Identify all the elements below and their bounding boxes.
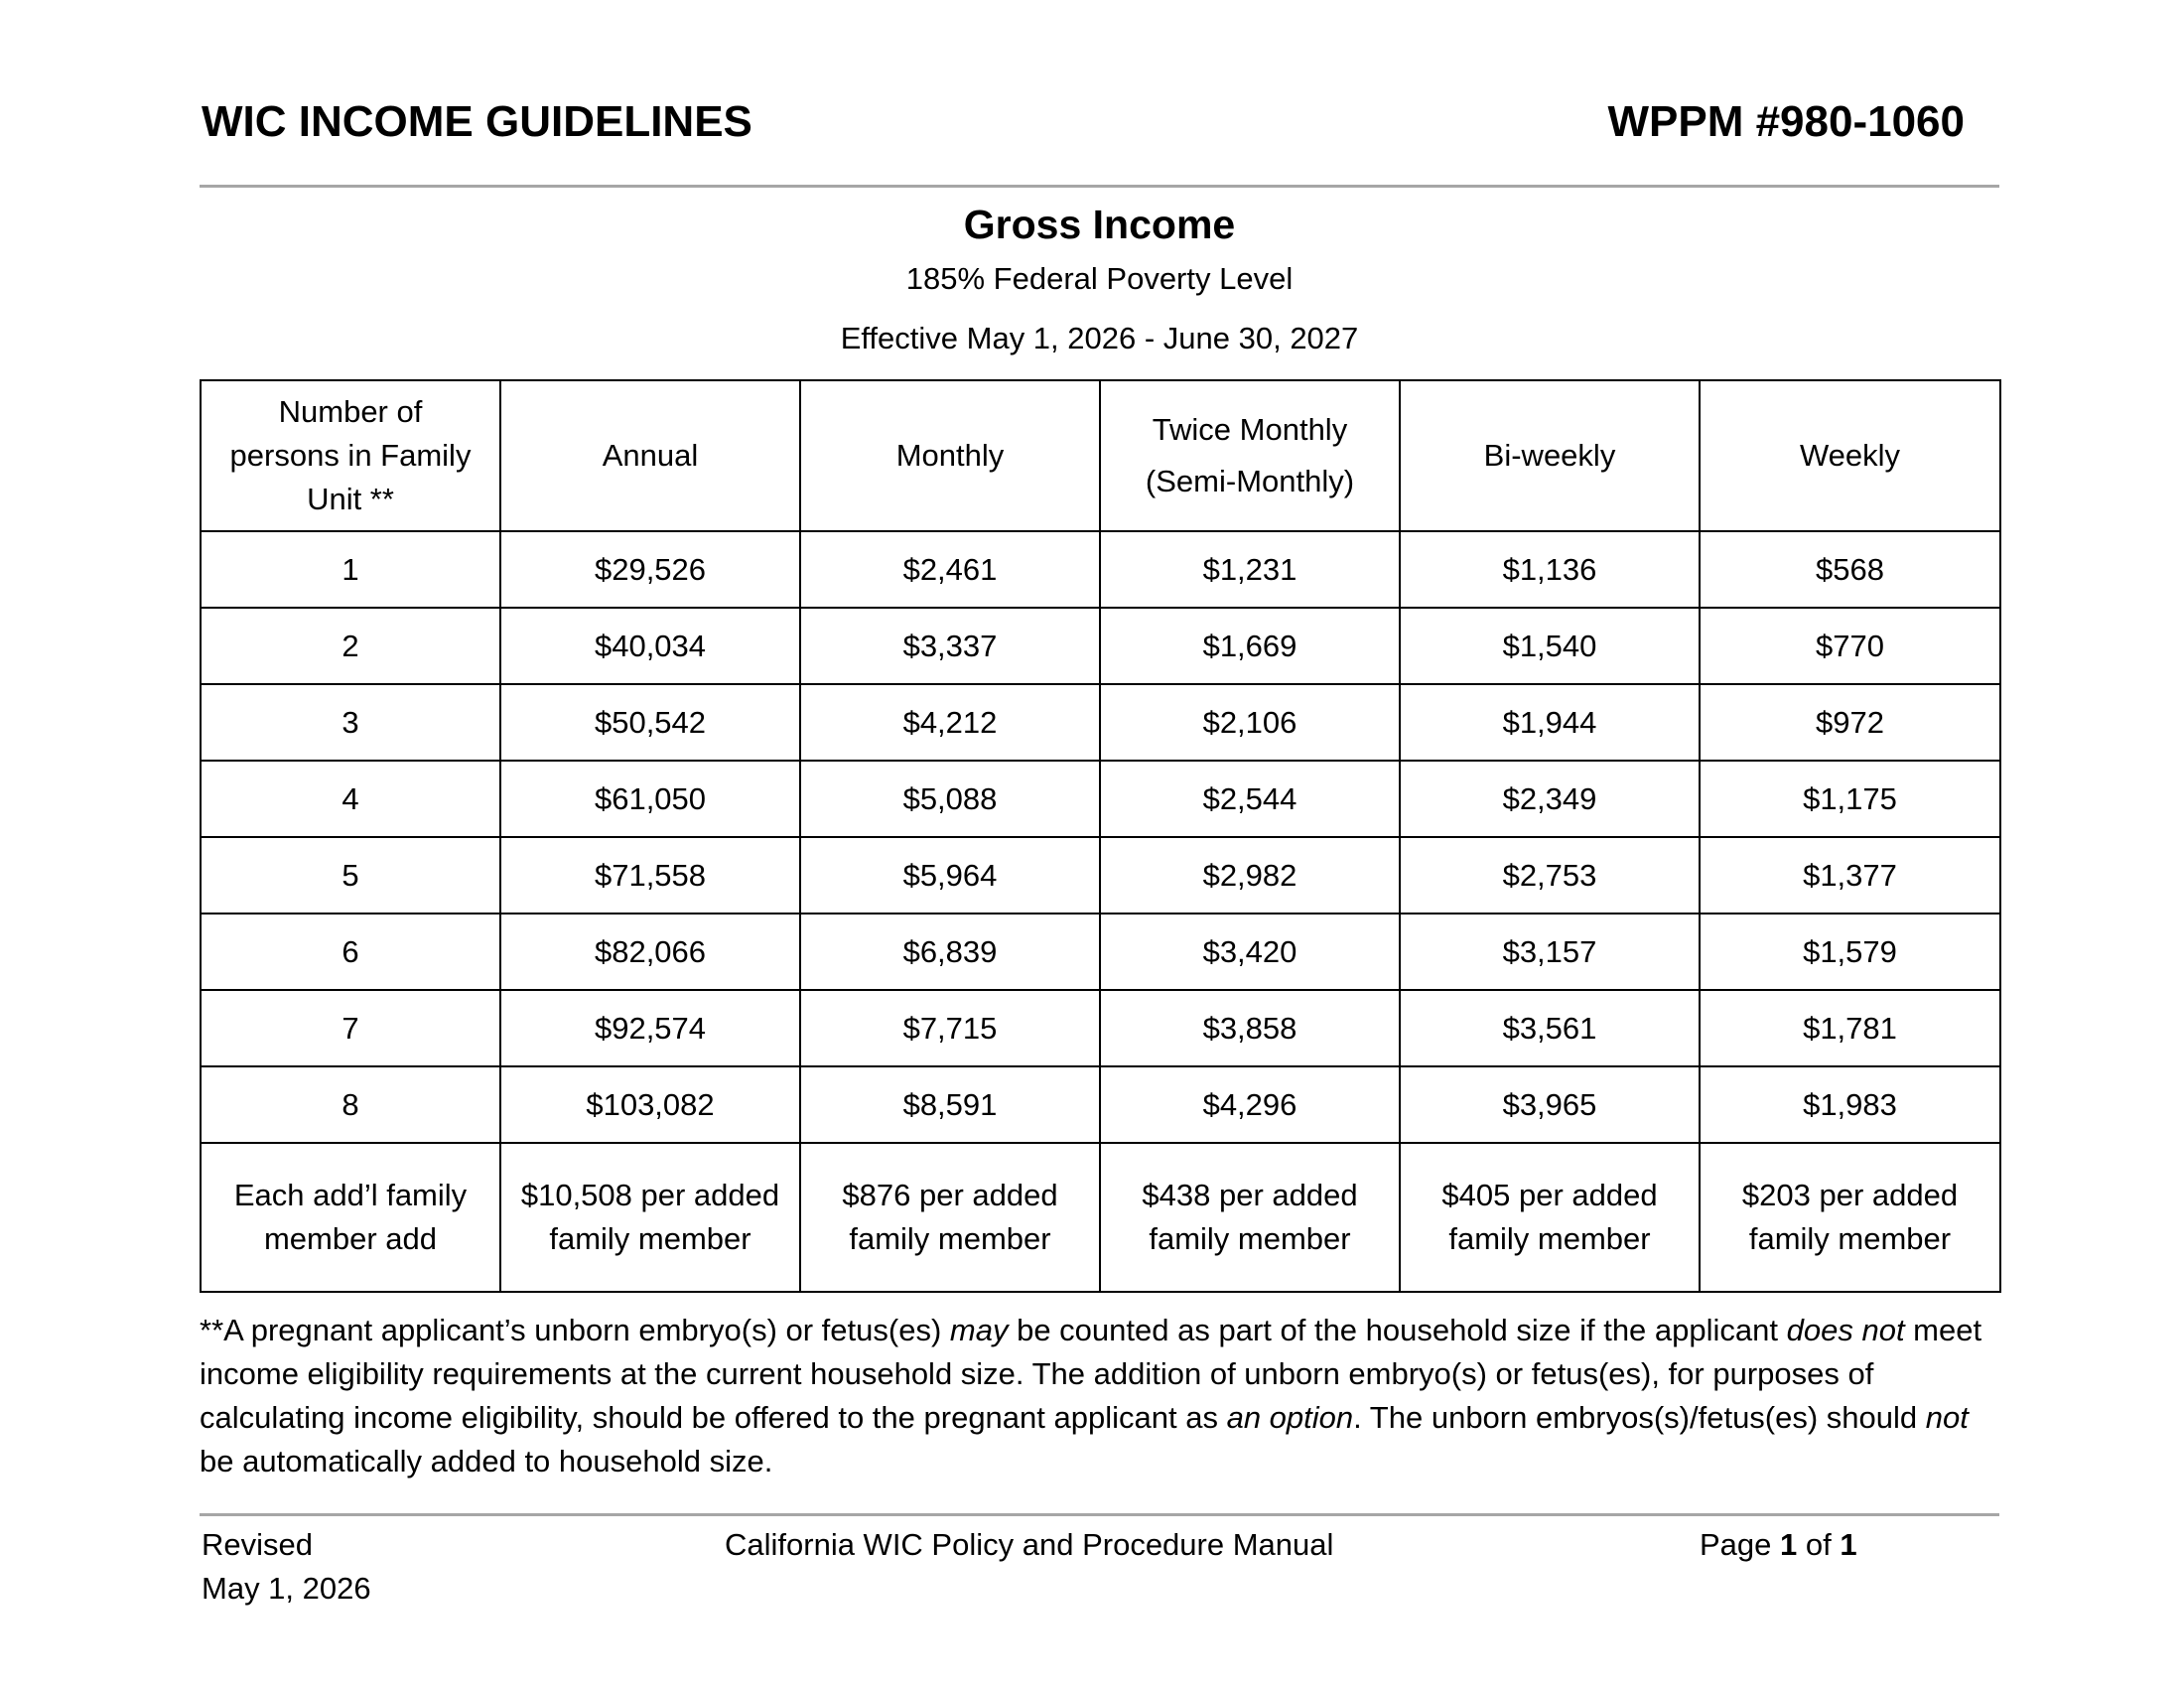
cell-twice-monthly: $4,296 (1100, 1066, 1400, 1143)
cell-monthly: $6,839 (800, 914, 1100, 990)
cell-monthly: $4,212 (800, 684, 1100, 761)
policy-number: WPPM #980-1060 (1607, 97, 1965, 146)
revision-info (202, 1523, 371, 1611)
cell-annual: $61,050 (500, 761, 800, 837)
table-subtitle: 185% Federal Poverty Level (905, 261, 1294, 296)
cell-weekly: $1,175 (1700, 761, 2000, 837)
table-row (201, 684, 2000, 761)
footnote-text: . The unborn embryos(s)/fetus(es) should (1353, 1400, 1926, 1435)
cell-additional-bi-weekly: $405 per added family member (1400, 1143, 1700, 1292)
cell-persons: 8 (201, 1066, 500, 1143)
twice-monthly-header-line-2: (Semi-Monthly) (1145, 464, 1355, 498)
cell-twice-monthly: $2,982 (1100, 837, 1400, 914)
table-row (201, 837, 2000, 914)
cell-bi-weekly: $2,349 (1400, 761, 1700, 837)
additional-member-row (201, 1143, 2000, 1292)
cell-weekly: $1,983 (1700, 1066, 2000, 1143)
column-header-annual: Annual (500, 380, 800, 531)
cell-twice-monthly: $1,231 (1100, 531, 1400, 608)
table-row (201, 608, 2000, 684)
footnote-text: meet income eligibility requirements at the current household size. The addition of unborn embryo(s) or fetus(es), for purposes of calculating income eligibility, should be offered to the pregnant applicant as (200, 1313, 1982, 1435)
cell-annual: $92,574 (500, 990, 800, 1066)
column-header-persons (201, 380, 500, 531)
cell-additional-annual: $10,508 per added family member (500, 1143, 800, 1292)
cell-twice-monthly: $3,858 (1100, 990, 1400, 1066)
column-header-bi-weekly: Bi-weekly (1400, 380, 1700, 531)
effective-dates: Effective May 1, 2026 - June 30, 2027 (840, 321, 1359, 355)
cell-twice-monthly: $1,669 (1100, 608, 1400, 684)
footnote-emphasis: an option (1226, 1400, 1354, 1435)
cell-annual: $40,034 (500, 608, 800, 684)
cell-twice-monthly: $3,420 (1100, 914, 1400, 990)
cell-weekly: $1,579 (1700, 914, 2000, 990)
cell-additional-twice-monthly: $438 per added family member (1100, 1143, 1400, 1292)
cell-annual: $50,542 (500, 684, 800, 761)
table-header-row (201, 380, 2000, 531)
cell-additional-monthly: $876 per added family member (800, 1143, 1100, 1292)
footnote-emphasis: may (949, 1313, 1009, 1347)
page-current: 1 (1780, 1527, 1798, 1562)
cell-weekly: $1,377 (1700, 837, 2000, 914)
revised-date: May 1, 2026 (202, 1571, 371, 1606)
cell-bi-weekly: $3,561 (1400, 990, 1700, 1066)
footnote-text: be counted as part of the household size if the applicant (1008, 1313, 1787, 1347)
footnote-emphasis: does not (1786, 1313, 1905, 1347)
cell-bi-weekly: $1,136 (1400, 531, 1700, 608)
cell-persons: 2 (201, 608, 500, 684)
cell-annual: $71,558 (500, 837, 800, 914)
column-header-twice-monthly (1100, 380, 1400, 531)
cell-additional-label: Each add’l family member add (201, 1143, 500, 1292)
cell-persons: 3 (201, 684, 500, 761)
persons-header-line-1: Number of (278, 394, 423, 429)
cell-monthly: $3,337 (800, 608, 1100, 684)
cell-bi-weekly: $1,944 (1400, 684, 1700, 761)
table-row (201, 531, 2000, 608)
cell-annual: $29,526 (500, 531, 800, 608)
table-row (201, 914, 2000, 990)
cell-weekly: $770 (1700, 608, 2000, 684)
cell-annual: $103,082 (500, 1066, 800, 1143)
cell-bi-weekly: $3,965 (1400, 1066, 1700, 1143)
header-divider (200, 185, 1999, 188)
cell-bi-weekly: $1,540 (1400, 608, 1700, 684)
footnote-emphasis: not (1925, 1400, 1969, 1435)
cell-monthly: $8,591 (800, 1066, 1100, 1143)
cell-persons: 7 (201, 990, 500, 1066)
revised-label: Revised (202, 1527, 313, 1562)
cell-monthly: $5,964 (800, 837, 1100, 914)
cell-weekly: $972 (1700, 684, 2000, 761)
page-of: of (1805, 1527, 1832, 1562)
footer-divider (200, 1513, 1999, 1516)
cell-twice-monthly: $2,544 (1100, 761, 1400, 837)
income-guidelines-table (200, 379, 2001, 1293)
cell-annual: $82,066 (500, 914, 800, 990)
cell-persons: 6 (201, 914, 500, 990)
cell-weekly: $1,781 (1700, 990, 2000, 1066)
twice-monthly-header-line-1: Twice Monthly (1152, 412, 1348, 447)
cell-bi-weekly: $3,157 (1400, 914, 1700, 990)
cell-twice-monthly: $2,106 (1100, 684, 1400, 761)
cell-bi-weekly: $2,753 (1400, 837, 1700, 914)
column-header-monthly: Monthly (800, 380, 1100, 531)
page-total: 1 (1840, 1527, 1857, 1562)
table-title: Gross Income (963, 202, 1236, 247)
document-title: WIC INCOME GUIDELINES (202, 97, 752, 146)
page-word: Page (1700, 1527, 1772, 1562)
footnote (200, 1309, 2001, 1483)
page-number (1700, 1523, 1857, 1567)
manual-name: California WIC Policy and Procedure Manual (725, 1527, 1334, 1562)
footnote-text: be automatically added to household size. (200, 1444, 773, 1478)
table-row (201, 1066, 2000, 1143)
footnote-text: **A pregnant applicant’s unborn embryo(s) or fetus(es) (200, 1313, 950, 1347)
persons-header-line-2: persons in Family (229, 438, 472, 473)
cell-persons: 5 (201, 837, 500, 914)
cell-weekly: $568 (1700, 531, 2000, 608)
cell-persons: 4 (201, 761, 500, 837)
cell-monthly: $5,088 (800, 761, 1100, 837)
cell-monthly: $7,715 (800, 990, 1100, 1066)
table-row (201, 990, 2000, 1066)
table-row (201, 761, 2000, 837)
persons-header-line-3: Unit ** (307, 482, 394, 516)
cell-additional-weekly: $203 per added family member (1700, 1143, 2000, 1292)
cell-persons: 1 (201, 531, 500, 608)
column-header-weekly: Weekly (1700, 380, 2000, 531)
cell-monthly: $2,461 (800, 531, 1100, 608)
